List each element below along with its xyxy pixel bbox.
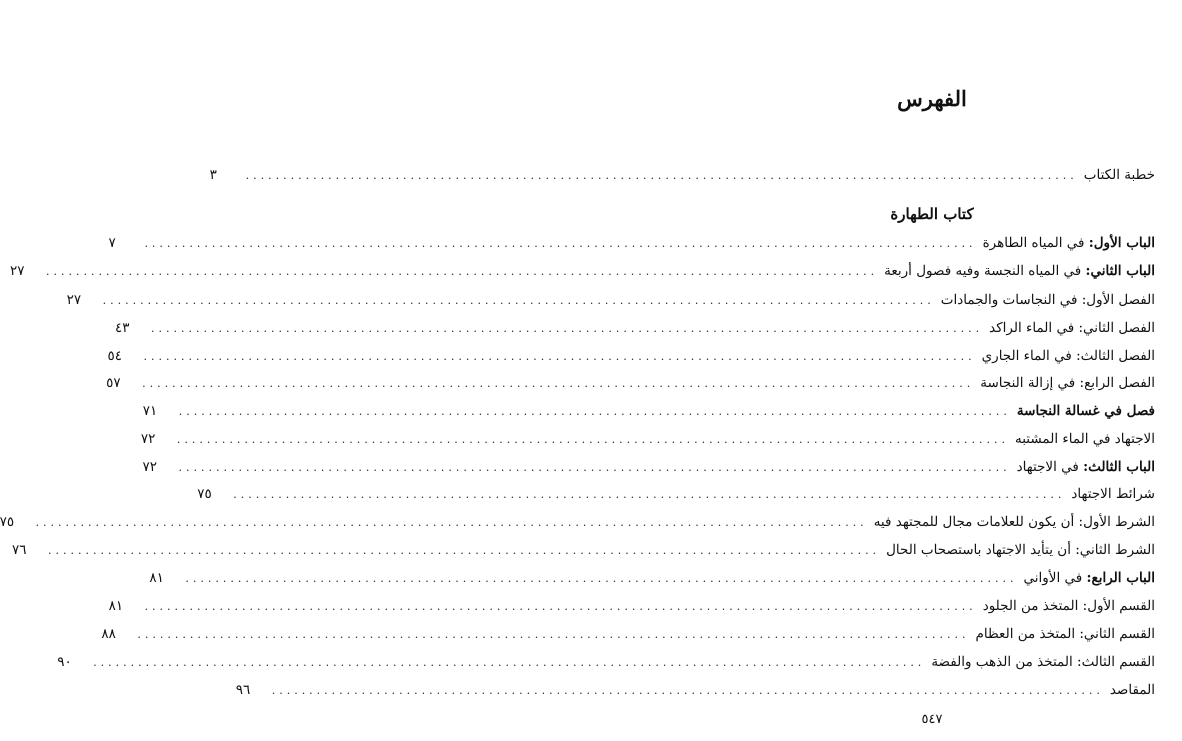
toc-entry-title: القسم الأول: المتخذ من الجلود <box>982 598 1155 614</box>
toc-page-number: ٧١ <box>142 403 158 419</box>
toc-page-number: ٨٨ <box>101 626 116 642</box>
dot-leader: ............................................................................................................... <box>143 350 976 363</box>
toc-page-number: ٩٦ <box>235 682 251 698</box>
toc-entry-title: الباب الثالث: في الاجتهاد <box>1016 459 1155 475</box>
toc-entry <box>149 565 1155 591</box>
dot-leader: ............................................................................................................... <box>142 377 975 390</box>
toc-entry <box>140 426 1155 452</box>
toc-page-number: ٩٠ <box>57 654 72 670</box>
toc-entry <box>197 481 1155 507</box>
toc-entry <box>106 370 1155 396</box>
toc-entry-title: الشرط الثاني: أن يتأيد الاجتهاد باستصحاب الحال <box>886 542 1155 558</box>
toc-entry-title: القسم الثالث: المتخذ من الذهب والفضة <box>931 654 1155 670</box>
toc-page-number: ٧٢ <box>140 431 156 447</box>
dot-leader: ............................................................................................................... <box>144 600 977 613</box>
toc-entry <box>235 677 1155 703</box>
toc-page-number: ٧٥ <box>0 514 15 530</box>
dot-leader: ............................................................................................................... <box>137 628 970 641</box>
toc-entry-title: الباب الأول: في المياه الطاهرة <box>982 235 1155 251</box>
toc-entry-title: الفصل الأول: في النجاسات والجمادات <box>940 292 1155 308</box>
dot-leader: ............................................................................................................... <box>102 294 935 307</box>
toc-entry-title: الفصل الثالث: في الماء الجاري <box>981 348 1155 364</box>
toc-page-number: ٧٥ <box>197 486 212 502</box>
toc-entry-title: المقاصد <box>1109 682 1155 698</box>
dot-leader: ............................................................................................................... <box>178 405 1011 418</box>
dot-leader: ............................................................................................................... <box>271 684 1104 697</box>
page-number-footer: ٥٤٧ <box>921 712 943 727</box>
toc-entry-title: شرائط الاجتهاد <box>1071 486 1155 502</box>
toc-page-number: ٥٤ <box>107 348 122 364</box>
toc-entry-title: خطبة الكتاب <box>1083 167 1155 183</box>
toc-entry <box>108 230 1155 256</box>
toc-entry <box>101 621 1155 647</box>
toc-entry-title: الشرط الأول: أن يكون للعلامات مجال للمجتهد فيه <box>873 514 1155 530</box>
toc-entry <box>57 649 1155 675</box>
toc-page-number: ٨١ <box>108 598 124 614</box>
dot-leader: ............................................................................................................... <box>47 544 881 557</box>
toc-page-number: ٤٣ <box>115 320 130 336</box>
toc-page-number: ٢٧ <box>66 292 82 308</box>
toc-page-number: ٧٦ <box>11 542 27 558</box>
toc-entry-title: الاجتهاد في الماء المشتبه <box>1014 431 1155 447</box>
toc-entry <box>66 287 1155 313</box>
toc-entry <box>142 398 1155 424</box>
dot-leader: ............................................................................................................... <box>93 656 926 669</box>
dot-leader: ............................................................................................................... <box>185 572 1018 585</box>
toc-entry <box>11 537 1155 563</box>
dot-leader: ............................................................................................................... <box>46 265 879 278</box>
dot-leader: ............................................................................................................... <box>151 322 984 335</box>
toc-page-number: ٧٢ <box>142 459 157 475</box>
toc-page-number: ٨١ <box>149 570 164 586</box>
toc-page-number: ٢٧ <box>10 263 25 279</box>
toc-entry-title: الباب الثاني: في المياه النجسة وفيه فصول أربعة <box>884 263 1155 279</box>
toc-entry <box>10 258 1155 284</box>
toc-page-number: ٧ <box>108 235 116 251</box>
dot-leader: ............................................................................................................... <box>144 237 977 250</box>
dot-leader: ............................................................................................................... <box>35 516 868 529</box>
toc-entry-title: القسم الثاني: المتخذ من العظام <box>975 626 1155 642</box>
toc-entry <box>142 454 1155 480</box>
dot-leader: ............................................................................................................... <box>233 488 1066 501</box>
toc-entry <box>0 509 1155 535</box>
toc-entry-title: الباب الرابع: في الأواني <box>1023 570 1155 586</box>
toc-entry <box>107 343 1155 369</box>
toc-entry-intro <box>209 162 1155 188</box>
toc-entry <box>115 315 1155 341</box>
dot-leader: ............................................................................................................... <box>176 433 1009 446</box>
dot-leader: ............................................................................................................... <box>245 169 1078 182</box>
section-heading: كتاب الطهارة <box>890 205 974 223</box>
dot-leader: ............................................................................................................... <box>178 461 1011 474</box>
page-title: الفهرس <box>897 86 967 111</box>
toc-entry-title: الفصل الرابع: في إزالة النجاسة <box>980 375 1155 391</box>
toc-page-number: ٥٧ <box>106 375 121 391</box>
toc-entry-title: الفصل الثاني: في الماء الراكد <box>989 320 1155 336</box>
toc-entry <box>108 593 1155 619</box>
toc-page-number: ٣ <box>209 167 217 183</box>
toc-entry-title: فصل في غسالة النجاسة <box>1016 403 1155 419</box>
